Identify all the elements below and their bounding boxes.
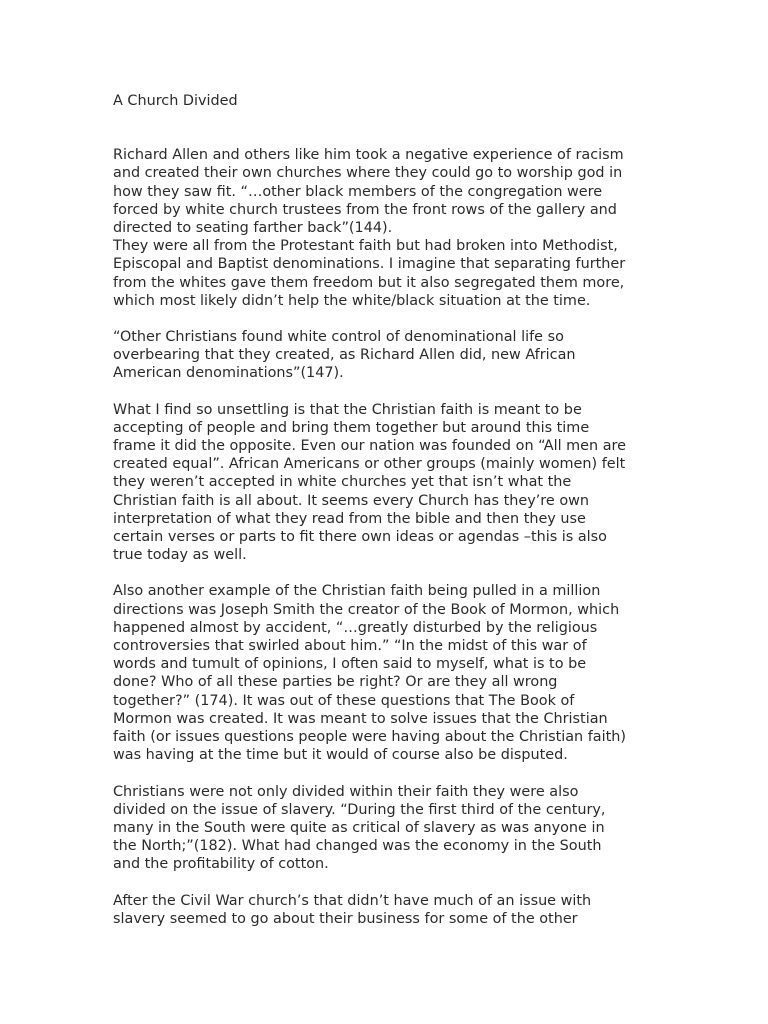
- text-line: After the Civil War church’s that didn’t have much of an issue with: [113, 892, 592, 909]
- paragraph-gap: [113, 310, 673, 328]
- paragraph-quote-denominations: [113, 328, 673, 383]
- text-line: Also another example of the Christian faith being pulled in a million: [113, 583, 601, 600]
- paragraph-civil-war: [113, 892, 673, 928]
- text-line: which most likely didn’t help the white/black situation at the time.: [113, 292, 591, 309]
- text-line: American denominations”(147).: [113, 365, 344, 382]
- paragraph-allen: [113, 146, 673, 237]
- text-line: controversies that swirled about him.” “In the midst of this war of: [113, 638, 587, 655]
- text-line: Mormon was created. It was meant to solve issues that the Christian: [113, 710, 608, 727]
- text-line: Episcopal and Baptist denominations. I imagine that separating further: [113, 256, 626, 273]
- text-line: divided on the issue of slavery. “During the first third of the century,: [113, 801, 606, 818]
- text-line: and created their own churches where they could go to worship god in: [113, 165, 623, 182]
- paragraph-gap: [113, 765, 673, 783]
- text-line: how they saw fit. “…other black members of the congregation were: [113, 183, 603, 200]
- text-line: accepting of people and bring them together but around this time: [113, 419, 590, 436]
- text-line: they weren’t accepted in white churches yet that isn’t what the: [113, 474, 572, 491]
- text-line: true today as well.: [113, 547, 247, 564]
- paragraph-joseph-smith: [113, 582, 673, 764]
- text-line: happened almost by accident, “…greatly disturbed by the religious: [113, 619, 598, 636]
- text-line: was having at the time but it would of course also be disputed.: [113, 747, 568, 764]
- text-line: directions was Joseph Smith the creator of the Book of Mormon, which: [113, 601, 620, 618]
- text-line: created equal”. African Americans or other groups (mainly women) felt: [113, 456, 626, 473]
- paragraph-unsettling: [113, 401, 673, 565]
- paragraph-slavery: [113, 783, 673, 874]
- paragraph-gap: [113, 383, 673, 401]
- text-line: many in the South were quite as critical of slavery as was anyone in: [113, 819, 605, 836]
- text-line: They were all from the Protestant faith but had broken into Methodist,: [113, 238, 618, 255]
- text-line: words and tumult of opinions, I often said to myself, what is to be: [113, 656, 587, 673]
- paragraph-protestant: [113, 237, 673, 310]
- text-line: certain verses or parts to fit there own ideas or agendas –this is also: [113, 529, 607, 546]
- text-line: forced by white church trustees from the front rows of the gallery and: [113, 201, 617, 218]
- text-line: “Other Christians found white control of denominational life so: [113, 329, 564, 346]
- text-line: Richard Allen and others like him took a negative experience of racism: [113, 147, 624, 164]
- text-line: overbearing that they created, as Richard Allen did, new African: [113, 347, 576, 364]
- text-line: faith (or issues questions people were having about the Christian faith): [113, 729, 626, 746]
- text-line: slavery seemed to go about their business for some of the other: [113, 910, 578, 927]
- text-line: done? Who of all these parties be right? Or are they all wrong: [113, 674, 558, 691]
- document-title: A Church Divided: [113, 93, 238, 109]
- text-line: frame it did the opposite. Even our nation was founded on “All men are: [113, 438, 626, 455]
- text-line: the North;”(182). What had changed was the economy in the South: [113, 838, 602, 855]
- text-line: interpretation of what they read from the bible and then they use: [113, 510, 586, 527]
- text-line: What I find so unsettling is that the Christian faith is meant to be: [113, 401, 582, 418]
- document-body: [113, 92, 673, 928]
- text-line: from the whites gave them freedom but it also segregated them more,: [113, 274, 625, 291]
- text-line: Christians were not only divided within their faith they were also: [113, 783, 579, 800]
- paragraph-gap: [113, 564, 673, 582]
- text-line: directed to seating farther back”(144).: [113, 220, 393, 237]
- text-line: and the profitability of cotton.: [113, 856, 329, 873]
- text-line: Christian faith is all about. It seems every Church has they’re own: [113, 492, 590, 509]
- text-line: together?” (174). It was out of these questions that The Book of: [113, 692, 575, 709]
- paragraph-gap: [113, 874, 673, 892]
